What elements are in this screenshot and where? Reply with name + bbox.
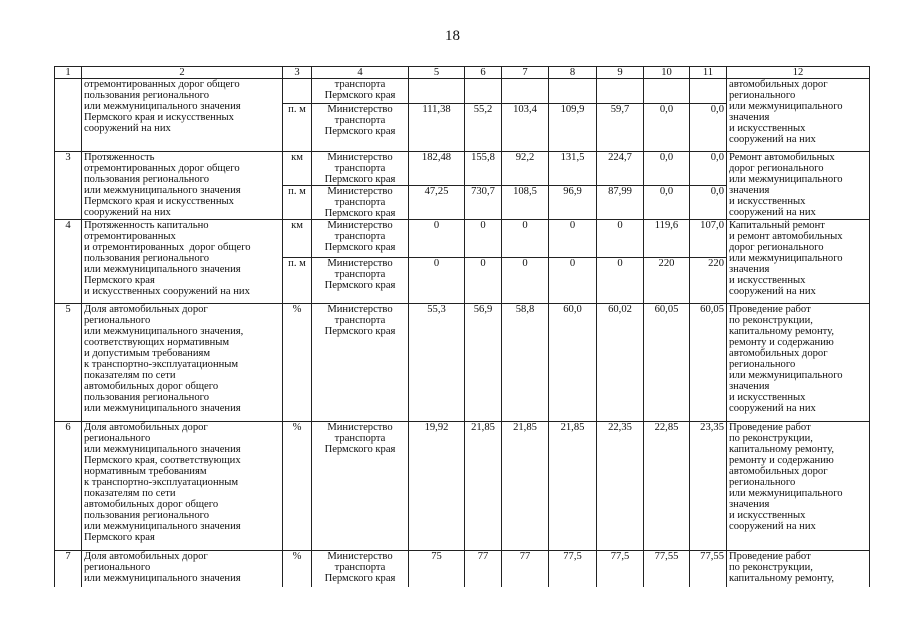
value-cell: 59,7 bbox=[597, 104, 644, 152]
indicator-name: Доля автомобильных дорог регионального или межмуниципального значения Пермского края, соответствующих нормативным требованиям к транспортно-эксплуатационным показателям по сети автомобильных дорог общего пользования регионального или межмуниципального значения Пермского края bbox=[84, 422, 241, 543]
col-header: 7 bbox=[502, 67, 549, 79]
value-cell: 60,05 bbox=[690, 304, 727, 422]
unit-cell: % bbox=[283, 304, 312, 422]
indicator-name: или межмуниципального значения Пермского края и искусственных сооружений на них bbox=[84, 101, 241, 134]
row-number-cell: 5 bbox=[55, 304, 82, 422]
value-cell: 60,0 bbox=[549, 304, 597, 422]
unit-cell: % bbox=[283, 422, 312, 551]
col-header: 4 bbox=[312, 67, 409, 79]
value-cell: 96,9 bbox=[549, 186, 597, 220]
indicator-name-cell bbox=[82, 551, 283, 587]
executor-cell bbox=[312, 152, 409, 186]
col-header: 10 bbox=[644, 67, 690, 79]
executor: Министерство транспорта Пермского края bbox=[324, 104, 396, 137]
value-cell: 75 bbox=[409, 551, 465, 587]
table-row bbox=[55, 304, 870, 422]
action-text: Проведение работ по реконструкции, капитальному ремонту, bbox=[729, 551, 835, 584]
col-header: 6 bbox=[465, 67, 502, 79]
row-number-cell: 6 bbox=[55, 422, 82, 551]
action-text: Капитальный ремонт и ремонт автомобильных дорог регионального или межмуниципального значения и искусственных сооружений на них bbox=[729, 220, 843, 297]
executor-cell bbox=[312, 186, 409, 220]
col-header: 1 bbox=[55, 67, 82, 79]
value-cell: 0 bbox=[502, 258, 549, 304]
action-text: автомобильных дорог регионального или межмуниципального значения и искусственных сооружений на них bbox=[729, 79, 843, 145]
action-cell bbox=[727, 304, 870, 422]
indicator-name: Протяженность капитально отремонтированных и отремонтированных дорог общего пользования регионального или межмуниципального значения Пермского края и искусственных сооружений на них bbox=[84, 220, 251, 297]
action-cell bbox=[727, 422, 870, 551]
unit-cell: % bbox=[283, 551, 312, 587]
action-cell bbox=[727, 79, 870, 152]
value-cell: 47,25 bbox=[409, 186, 465, 220]
value-cell: 220 bbox=[644, 258, 690, 304]
value-cell: 0,0 bbox=[644, 186, 690, 220]
executor: Министерство транспорта Пермского края bbox=[324, 304, 396, 337]
unit-cell bbox=[283, 79, 312, 104]
value-cell: 103,4 bbox=[502, 104, 549, 152]
indicator-name-cell bbox=[82, 79, 283, 152]
executor-cell bbox=[312, 258, 409, 304]
value-cell: 60,05 bbox=[644, 304, 690, 422]
value-cell: 107,0 bbox=[690, 220, 727, 258]
unit-cell: км bbox=[283, 152, 312, 186]
col-header: 12 bbox=[727, 67, 870, 79]
table-row bbox=[55, 79, 870, 104]
value-cell: 55,2 bbox=[465, 104, 502, 152]
value-cell: 92,2 bbox=[502, 152, 549, 186]
executor: транспорта Пермского края bbox=[324, 79, 396, 101]
executor-cell bbox=[312, 551, 409, 587]
table-header-row bbox=[55, 67, 870, 79]
value-cell: 21,85 bbox=[502, 422, 549, 551]
executor: Министерство транспорта Пермского края bbox=[324, 551, 396, 584]
col-header: 9 bbox=[597, 67, 644, 79]
value-cell: 77,55 bbox=[690, 551, 727, 587]
indicator-name: Доля автомобильных дорог регионального или межмуниципального значения, соответствующих нормативным и допустимым требованиям к транспортно-эксплуатационным показателям по сети автомобильных дорог общего пользования регионального или межмуниципального значения bbox=[84, 304, 244, 414]
value-cell: 0 bbox=[465, 258, 502, 304]
value-cell: 0,0 bbox=[690, 152, 727, 186]
table-row bbox=[55, 152, 870, 186]
unit-cell: км bbox=[283, 220, 312, 258]
value-cell: 182,48 bbox=[409, 152, 465, 186]
row-number-cell: 3 bbox=[55, 152, 82, 220]
value-cell: 77 bbox=[465, 551, 502, 587]
col-header: 3 bbox=[283, 67, 312, 79]
action-text: Ремонт автомобильных дорог регионального или межмуниципального значения и искусственных сооружений на них bbox=[729, 152, 843, 218]
indicator-name-cell bbox=[82, 152, 283, 220]
col-header: 2 bbox=[82, 67, 283, 79]
value-cell: 0,0 bbox=[644, 104, 690, 152]
value-cell: 730,7 bbox=[465, 186, 502, 220]
value-cell: 0 bbox=[597, 220, 644, 258]
action-text: Проведение работ по реконструкции, капитальному ремонту, ремонту и содержанию автомобильных дорог регионального или межмуниципального значения и искусственных сооружений на них bbox=[729, 304, 843, 414]
indicator-name-cell bbox=[82, 220, 283, 304]
value-cell: 0,0 bbox=[690, 104, 727, 152]
value-cell: 155,8 bbox=[465, 152, 502, 186]
action-text: Проведение работ по реконструкции, капитальному ремонту, ремонту и содержанию автомобильных дорог регионального или межмуниципального значения и искусственных сооружений на них bbox=[729, 422, 843, 532]
value-cell: 21,85 bbox=[465, 422, 502, 551]
row-number-cell: 4 bbox=[55, 220, 82, 304]
col-header: 5 bbox=[409, 67, 465, 79]
value-cell: 77,55 bbox=[644, 551, 690, 587]
value-cell: 0 bbox=[409, 220, 465, 258]
page-number: 18 bbox=[445, 28, 460, 44]
table-row bbox=[55, 422, 870, 551]
executor: Министерство транспорта Пермского края bbox=[324, 186, 396, 219]
value-cell: 77,5 bbox=[597, 551, 644, 587]
executor: Министерство транспорта Пермского края bbox=[324, 258, 396, 291]
action-cell bbox=[727, 152, 870, 220]
value-cell: 60,02 bbox=[597, 304, 644, 422]
executor: Министерство транспорта Пермского края bbox=[324, 220, 396, 253]
value-cell: 108,5 bbox=[502, 186, 549, 220]
action-cell bbox=[727, 220, 870, 304]
value-cell: 109,9 bbox=[549, 104, 597, 152]
col-header: 8 bbox=[549, 67, 597, 79]
executor: Министерство транспорта Пермского края bbox=[324, 152, 396, 185]
executor-cell bbox=[312, 220, 409, 258]
value-cell: 77 bbox=[502, 551, 549, 587]
indicator-name: Доля автомобильных дорог регионального или межмуниципального значения bbox=[84, 551, 241, 584]
value-cell: 19,92 bbox=[409, 422, 465, 551]
col-header: 11 bbox=[690, 67, 727, 79]
unit-cell: п. м bbox=[283, 104, 312, 152]
table-row bbox=[55, 220, 870, 258]
value-cell: 21,85 bbox=[549, 422, 597, 551]
indicator-name-cell bbox=[82, 422, 283, 551]
executor-cell bbox=[312, 422, 409, 551]
value-cell: 77,5 bbox=[549, 551, 597, 587]
unit-cell: п. м bbox=[283, 186, 312, 220]
row-number-cell bbox=[55, 79, 82, 152]
value-cell: 0 bbox=[549, 220, 597, 258]
value-cell: 0 bbox=[597, 258, 644, 304]
value-cell: 220 bbox=[690, 258, 727, 304]
value-cell: 119,6 bbox=[644, 220, 690, 258]
executor: Министерство транспорта Пермского края bbox=[324, 422, 396, 455]
value-cell: 0 bbox=[502, 220, 549, 258]
value-cell: 22,85 bbox=[644, 422, 690, 551]
unit-cell: п. м bbox=[283, 258, 312, 304]
indicator-name: Протяженность отремонтированных дорог общего пользования регионального или межмуниципального значения Пермского края и искусственных сооружений на них bbox=[84, 152, 241, 218]
value-cell: 56,9 bbox=[465, 304, 502, 422]
executor-cell bbox=[312, 104, 409, 152]
action-cell bbox=[727, 551, 870, 587]
row-number-cell: 7 bbox=[55, 551, 82, 587]
value-cell: 58,8 bbox=[502, 304, 549, 422]
value-cell: 131,5 bbox=[549, 152, 597, 186]
indicators-table bbox=[54, 66, 870, 587]
value-cell: 111,38 bbox=[409, 104, 465, 152]
value-cell: 55,3 bbox=[409, 304, 465, 422]
value-cell: 23,35 bbox=[690, 422, 727, 551]
value-cell: 224,7 bbox=[597, 152, 644, 186]
value-cell: 0 bbox=[465, 220, 502, 258]
indicator-name-cell bbox=[82, 304, 283, 422]
value-cell: 0 bbox=[549, 258, 597, 304]
value-cell: 0 bbox=[409, 258, 465, 304]
value-cell: 87,99 bbox=[597, 186, 644, 220]
value-cell: 0,0 bbox=[644, 152, 690, 186]
executor-cell bbox=[312, 79, 409, 104]
value-cell: 0,0 bbox=[690, 186, 727, 220]
executor-cell bbox=[312, 304, 409, 422]
table-row bbox=[55, 551, 870, 587]
indicator-name: отремонтированных дорог общего пользования регионального bbox=[84, 79, 240, 101]
value-cell: 22,35 bbox=[597, 422, 644, 551]
